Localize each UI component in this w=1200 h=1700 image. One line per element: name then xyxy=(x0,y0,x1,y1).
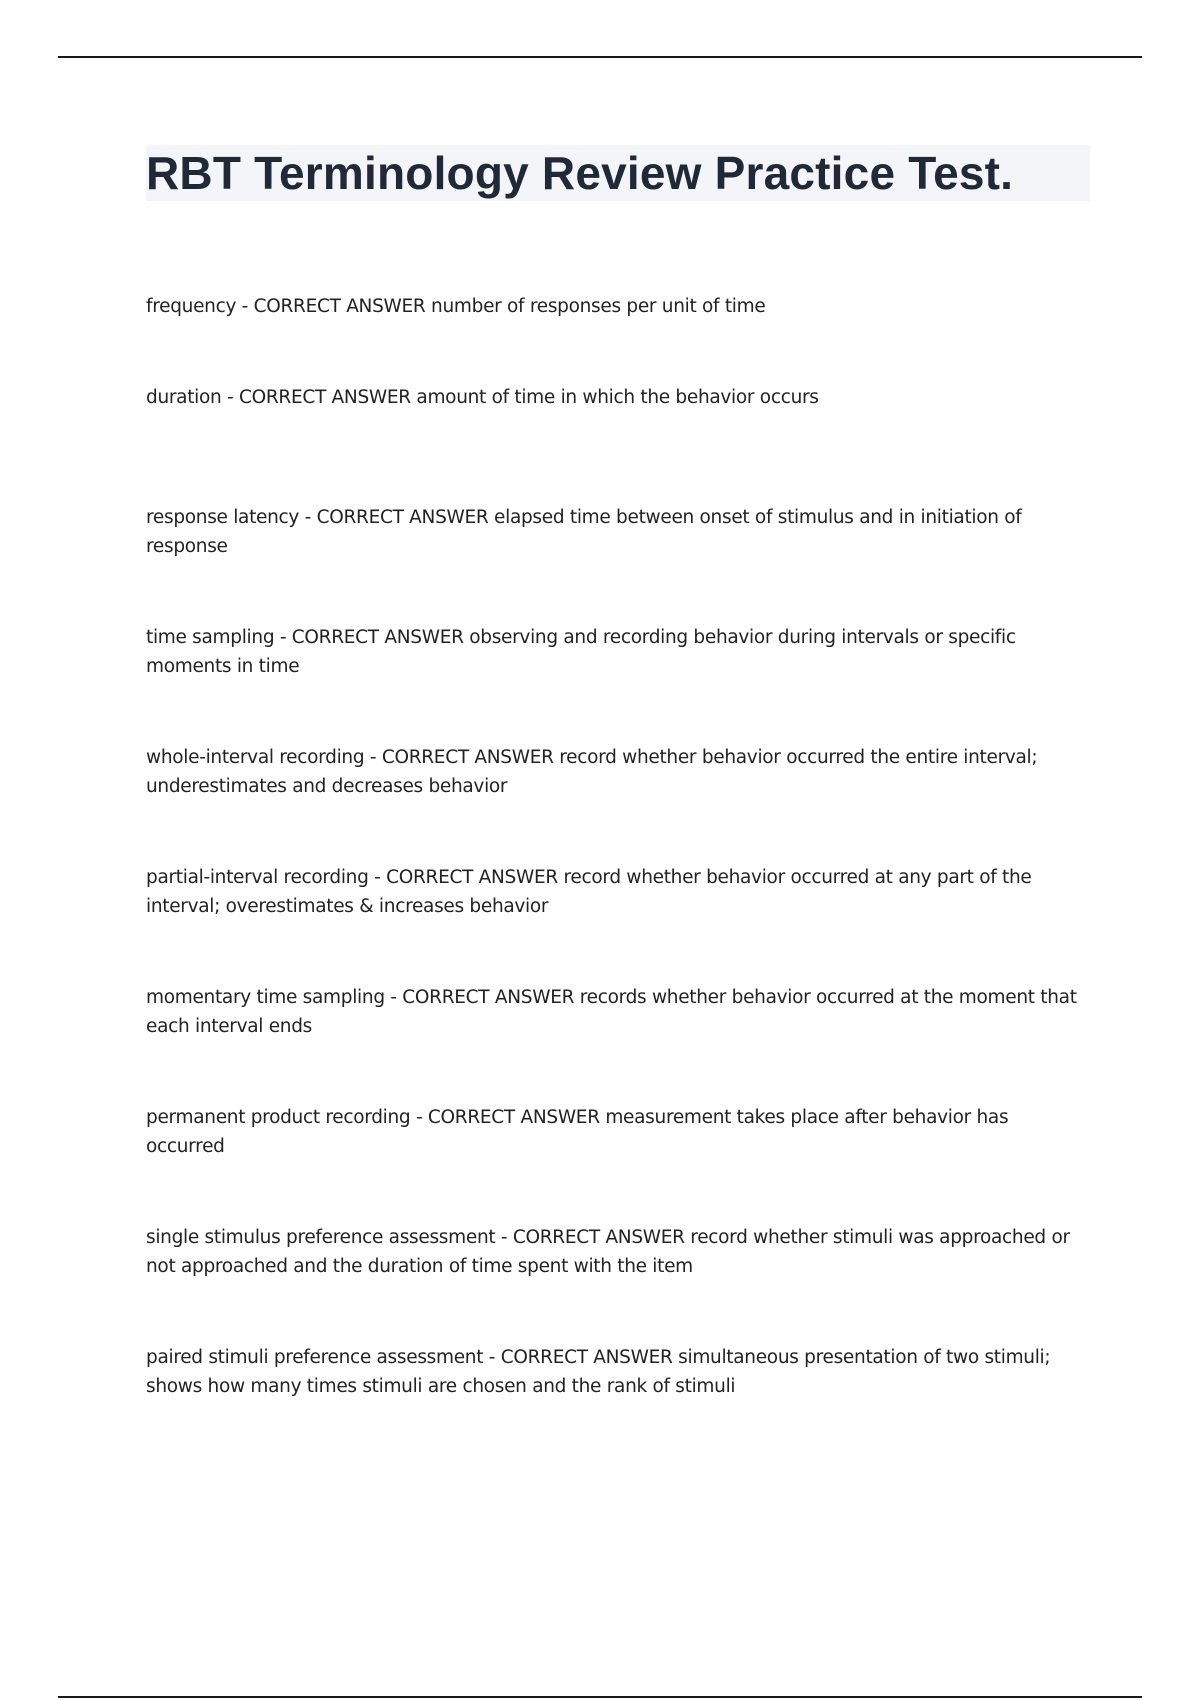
term-list xyxy=(146,292,1086,1463)
term-item-duration: duration - CORRECT ANSWER amount of time in which the behavior occurs xyxy=(146,387,819,408)
page-bottom-rule xyxy=(58,1696,1142,1698)
term-item-partial-interval-recording: partial-interval recording - CORRECT ANSWER record whether behavior occurred at any part of the interval; overestimates & increases behavior xyxy=(146,867,1032,917)
page-title: RBT Terminology Review Practice Test. xyxy=(146,147,1014,199)
term-item-frequency: frequency - CORRECT ANSWER number of responses per unit of time xyxy=(146,296,766,317)
term-item-single-stimulus-preference: single stimulus preference assessment - CORRECT ANSWER record whether stimuli was approached or not approached and the duration of time spent with the item xyxy=(146,1227,1070,1277)
term-item-permanent-product-recording: permanent product recording - CORRECT ANSWER measurement takes place after behavior has occurred xyxy=(146,1107,1009,1157)
page-top-rule xyxy=(58,56,1142,58)
term-item-time-sampling: time sampling - CORRECT ANSWER observing and recording behavior during intervals or specific moments in time xyxy=(146,627,1016,677)
term-item-response-latency: response latency - CORRECT ANSWER elapsed time between onset of stimulus and in initiation of response xyxy=(146,507,1022,557)
term-item-momentary-time-sampling: momentary time sampling - CORRECT ANSWER records whether behavior occurred at the moment that each interval ends xyxy=(146,987,1077,1037)
term-item-whole-interval-recording: whole-interval recording - CORRECT ANSWER record whether behavior occurred the entire interval; underestimates and decreases behavior xyxy=(146,747,1038,797)
term-item-paired-stimuli-preference: paired stimuli preference assessment - CORRECT ANSWER simultaneous presentation of two stimuli; shows how many times stimuli are chosen and the rank of stimuli xyxy=(146,1347,1051,1397)
